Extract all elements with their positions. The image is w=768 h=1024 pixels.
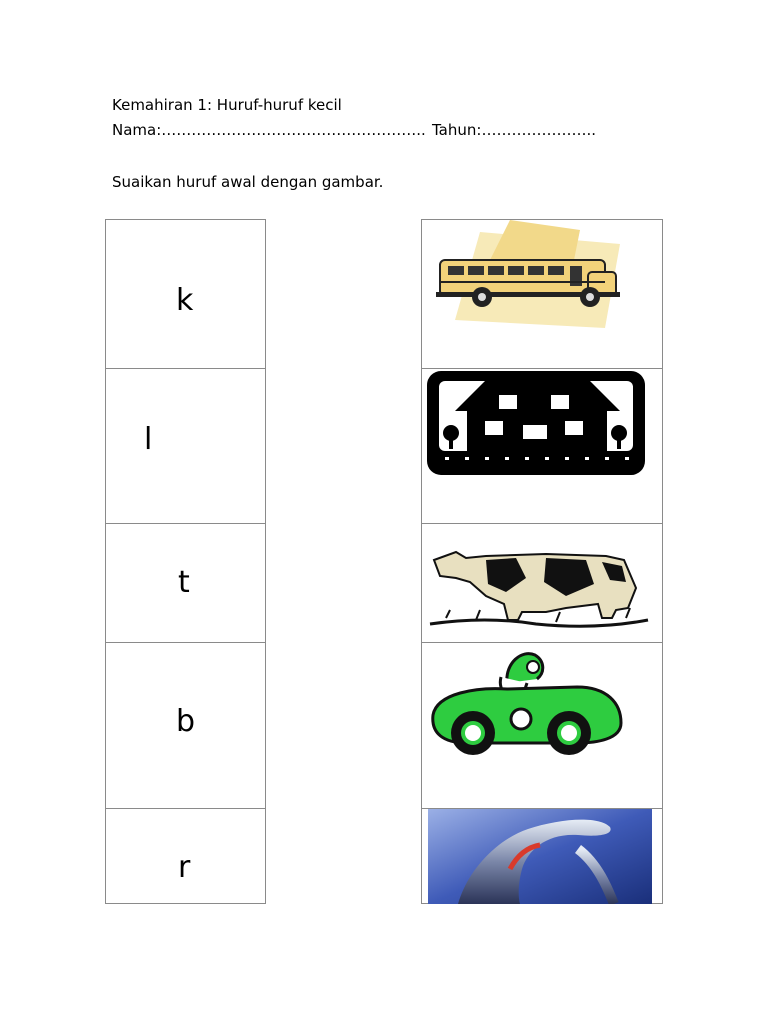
letter-t: t (178, 565, 190, 600)
letter-cell[interactable] (106, 523, 265, 642)
letter-b: b (176, 704, 196, 739)
school-bus-icon (430, 220, 630, 345)
house-icon (425, 369, 647, 479)
letter-k: k (176, 283, 194, 318)
pictures-column (421, 219, 663, 904)
race-car-icon (427, 643, 627, 773)
year-field-label: Tahun:………………….. (432, 121, 596, 139)
letter-cell[interactable] (106, 368, 265, 523)
letter-cell[interactable] (106, 808, 265, 905)
letters-column (105, 219, 266, 904)
picture-cell-bus[interactable] (422, 220, 662, 368)
letter-r: r (178, 850, 191, 885)
instruction-text: Suaikan huruf awal dengan gambar. (112, 173, 384, 191)
picture-cell-house[interactable] (422, 368, 662, 523)
picture-cell-car[interactable] (422, 642, 662, 808)
letter-cell[interactable] (106, 220, 265, 368)
chrome-hook-icon (428, 809, 652, 904)
cow-icon (426, 538, 652, 638)
worksheet-title: Kemahiran 1: Huruf-huruf kecil (112, 96, 342, 114)
picture-cell-hook[interactable] (422, 808, 662, 905)
letter-cell[interactable] (106, 642, 265, 808)
picture-cell-cow[interactable] (422, 523, 662, 642)
letter-l: l (144, 422, 153, 457)
name-field-label: Nama:…………………………………………….. (112, 121, 426, 139)
